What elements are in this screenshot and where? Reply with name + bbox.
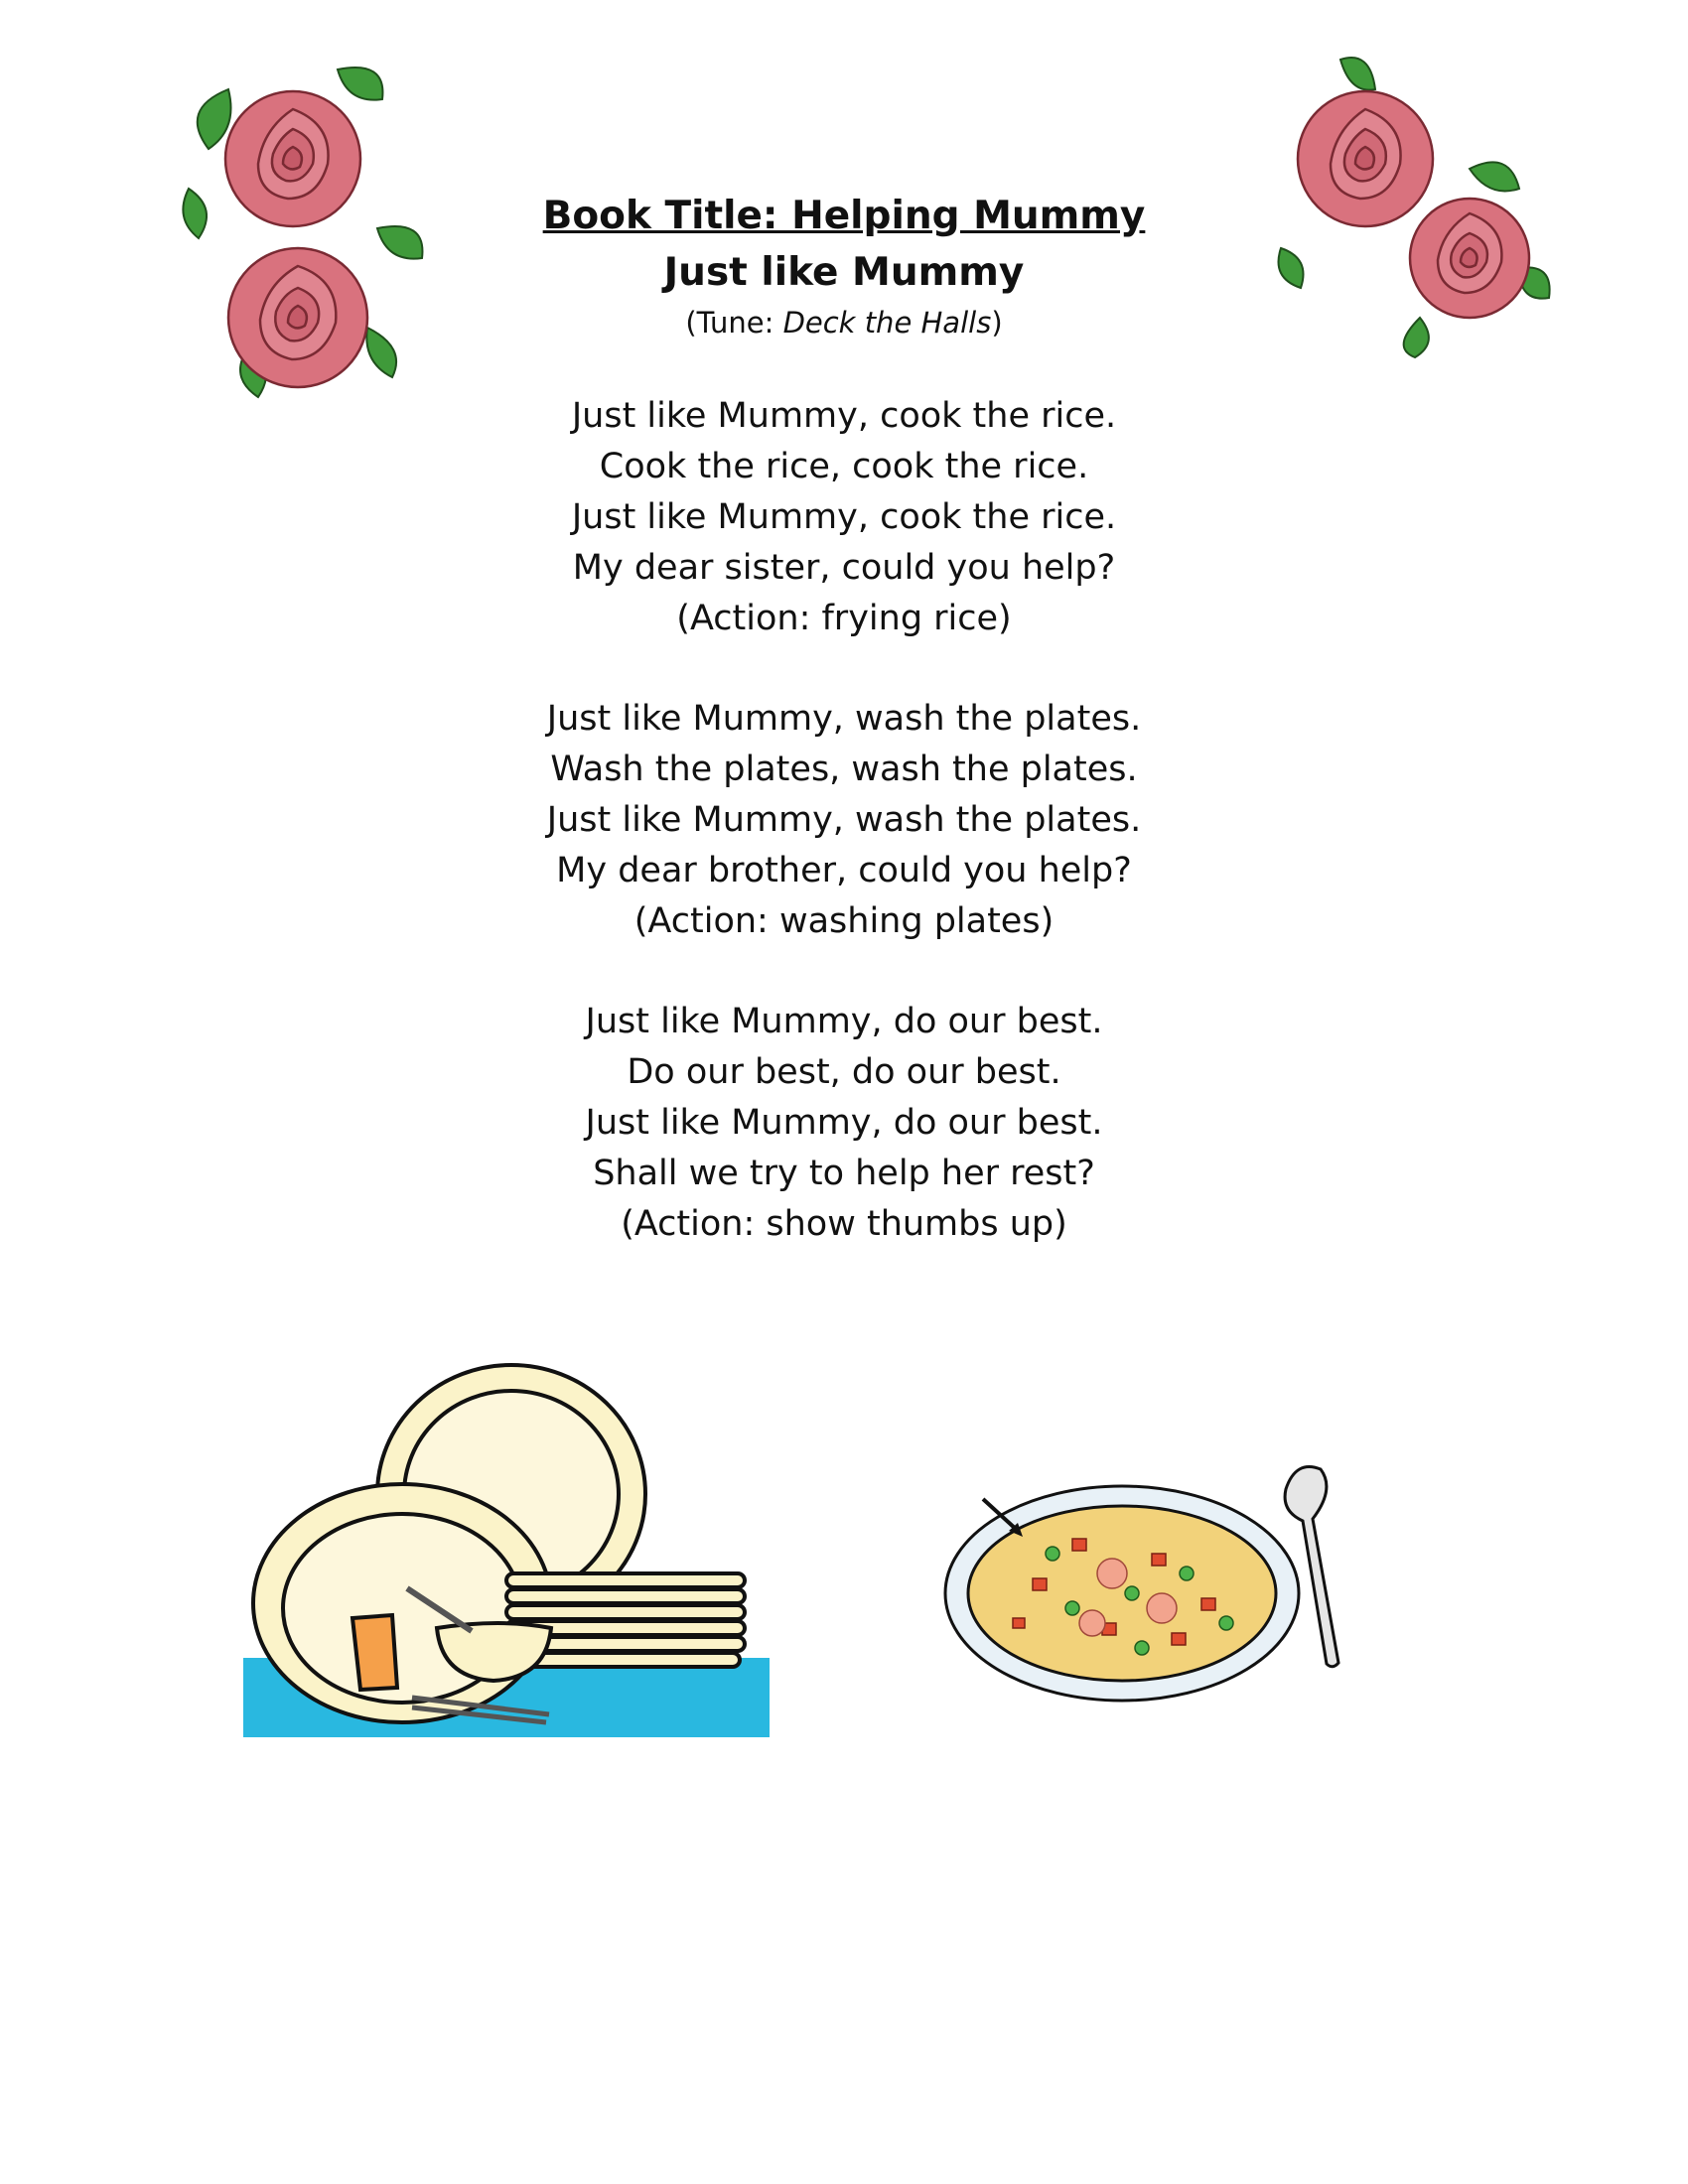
- tune-prefix: (Tune:: [685, 306, 783, 340]
- verse-line: Just like Mummy, wash the plates.: [546, 800, 1142, 840]
- plates-illustration: [243, 1355, 789, 1762]
- verse-line: Cook the rice, cook the rice.: [599, 447, 1089, 486]
- fried-rice-icon: [943, 1459, 1400, 1727]
- verse-line: Just like Mummy, do our best.: [585, 1103, 1103, 1143]
- verse-line: Just like Mummy, cook the rice.: [571, 396, 1117, 436]
- song-sheet: [0, 189, 1688, 1299]
- tune-line: [0, 302, 1688, 343]
- verse-line: Just like Mummy, wash the plates.: [546, 699, 1142, 739]
- book-title: Book Title: Helping Mummy: [542, 194, 1146, 238]
- verse-line: Wash the plates, wash the plates.: [550, 750, 1138, 789]
- verse-action: (Action: show thumbs up): [621, 1204, 1067, 1244]
- tune-name: Deck the Halls: [782, 306, 992, 340]
- verse-line: Do our best, do our best.: [627, 1052, 1061, 1092]
- verse-1: [0, 391, 1688, 644]
- fried-rice-illustration: [943, 1459, 1400, 1727]
- tune-suffix: ): [991, 306, 1003, 340]
- verse-action: (Action: frying rice): [676, 599, 1012, 638]
- verse-3: [0, 997, 1688, 1250]
- verse-2: [0, 694, 1688, 947]
- verse-line: Just like Mummy, do our best.: [585, 1002, 1103, 1041]
- plates-icon: [243, 1355, 789, 1762]
- verse-line: My dear brother, could you help?: [556, 851, 1132, 890]
- verse-line: Shall we try to help her rest?: [593, 1154, 1095, 1193]
- verse-line: My dear sister, could you help?: [572, 548, 1116, 588]
- verse-line: Just like Mummy, cook the rice.: [571, 497, 1117, 537]
- song-title: Just like Mummy: [663, 250, 1025, 295]
- verse-action: (Action: washing plates): [633, 901, 1055, 941]
- verses: [0, 391, 1688, 1250]
